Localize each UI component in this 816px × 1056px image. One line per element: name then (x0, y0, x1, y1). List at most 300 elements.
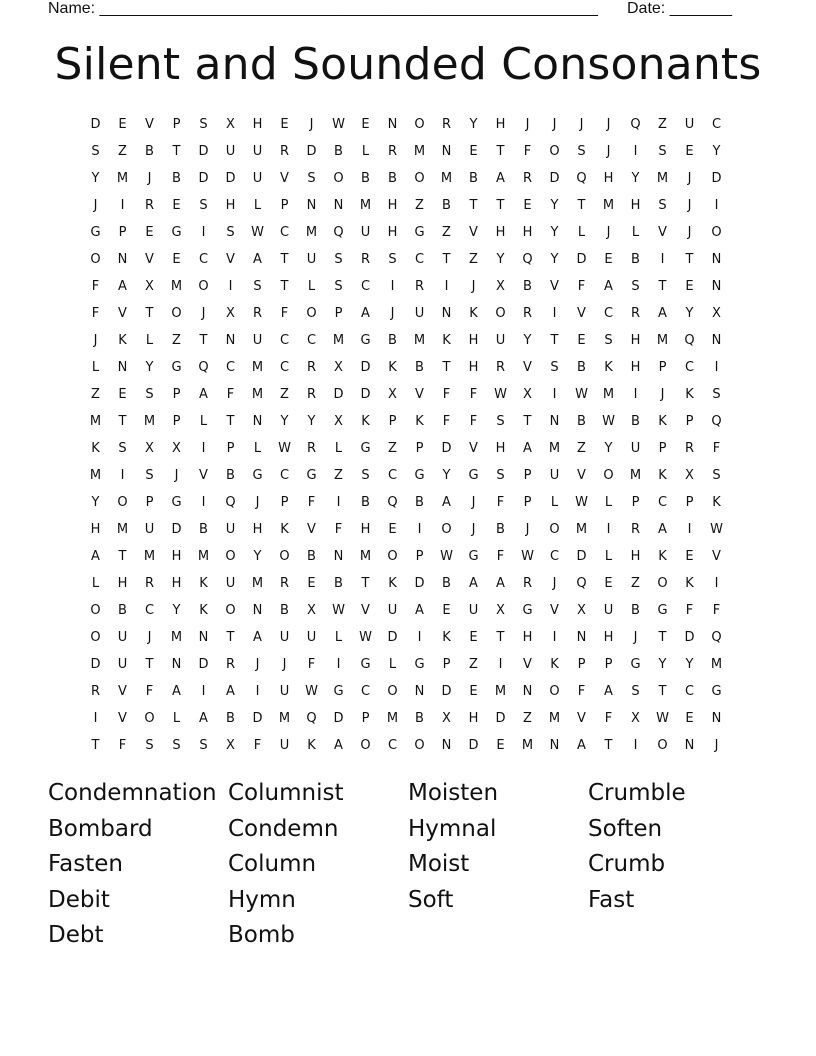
grid-letter[interactable]: R (630, 306, 641, 321)
grid-letter[interactable]: H (171, 549, 182, 564)
grid-letter[interactable]: D (360, 360, 371, 375)
grid-letter[interactable]: Z (469, 657, 478, 672)
grid-letter[interactable]: I (336, 657, 341, 672)
grid-letter[interactable]: P (415, 441, 424, 456)
grid-letter[interactable]: K (91, 441, 100, 456)
grid-letter[interactable]: H (252, 522, 263, 537)
grid-letter[interactable]: G (468, 549, 479, 564)
grid-letter[interactable]: K (685, 576, 694, 591)
grid-letter[interactable]: Z (388, 441, 397, 456)
grid-letter[interactable]: O (549, 144, 560, 159)
grid-letter[interactable]: C (279, 468, 290, 483)
grid-letter[interactable]: L (631, 225, 640, 240)
grid-letter[interactable]: U (468, 603, 479, 618)
grid-letter[interactable]: T (496, 144, 505, 159)
grid-letter[interactable]: E (523, 198, 532, 213)
grid-letter[interactable]: N (549, 738, 560, 753)
grid-letter[interactable]: B (280, 603, 289, 618)
grid-letter[interactable]: L (334, 441, 343, 456)
grid-letter[interactable]: H (630, 360, 641, 375)
grid-letter[interactable]: V (415, 387, 424, 402)
grid-letter[interactable]: I (120, 468, 125, 483)
grid-letter[interactable]: X (145, 279, 154, 294)
grid-letter[interactable]: F (496, 549, 505, 564)
grid-letter[interactable]: T (280, 252, 289, 267)
grid-letter[interactable]: S (496, 468, 505, 483)
grid-letter[interactable]: T (172, 144, 181, 159)
grid-letter[interactable]: V (658, 225, 667, 240)
grid-letter[interactable]: A (226, 684, 235, 699)
grid-letter[interactable]: U (144, 522, 155, 537)
grid-letter[interactable]: P (172, 414, 181, 429)
grid-letter[interactable]: H (225, 198, 236, 213)
grid-letter[interactable]: I (552, 387, 557, 402)
grid-letter[interactable]: B (334, 144, 343, 159)
grid-letter[interactable]: U (549, 468, 560, 483)
grid-letter[interactable]: I (255, 684, 260, 699)
grid-letter[interactable]: Y (469, 117, 478, 132)
grid-letter[interactable]: S (145, 738, 154, 753)
grid-letter[interactable]: J (660, 387, 665, 402)
grid-letter[interactable]: J (579, 117, 584, 132)
grid-letter[interactable]: U (360, 225, 371, 240)
grid-letter[interactable]: X (172, 441, 181, 456)
grid-letter[interactable]: T (145, 657, 154, 672)
grid-letter[interactable]: Y (280, 414, 289, 429)
grid-letter[interactable]: B (442, 198, 451, 213)
grid-letter[interactable]: L (604, 549, 613, 564)
grid-letter[interactable]: X (334, 414, 343, 429)
grid-letter[interactable]: C (225, 360, 236, 375)
grid-letter[interactable]: A (172, 684, 181, 699)
grid-letter[interactable]: U (630, 441, 641, 456)
grid-letter[interactable]: B (577, 360, 586, 375)
grid-letter[interactable]: E (118, 117, 127, 132)
grid-letter[interactable]: Y (631, 171, 640, 186)
grid-letter[interactable]: V (199, 468, 208, 483)
grid-letter[interactable]: Q (576, 171, 587, 186)
grid-letter[interactable]: M (656, 171, 669, 186)
grid-letter[interactable]: V (226, 252, 235, 267)
grid-letter[interactable]: U (225, 144, 236, 159)
grid-letter[interactable]: K (199, 576, 208, 591)
grid-letter[interactable]: P (118, 225, 127, 240)
grid-letter[interactable]: C (684, 684, 695, 699)
grid-letter[interactable]: I (201, 684, 206, 699)
grid-letter[interactable]: E (496, 738, 505, 753)
grid-letter[interactable]: D (684, 630, 695, 645)
grid-letter[interactable]: Y (172, 603, 181, 618)
grid-letter[interactable]: B (199, 522, 208, 537)
grid-letter[interactable]: S (334, 279, 343, 294)
grid-letter[interactable]: P (658, 360, 667, 375)
grid-letter[interactable]: L (550, 495, 559, 510)
grid-letter[interactable]: E (307, 576, 316, 591)
grid-letter[interactable]: E (604, 252, 613, 267)
grid-letter[interactable]: H (468, 333, 479, 348)
grid-letter[interactable]: Y (550, 198, 559, 213)
grid-letter[interactable]: S (631, 684, 640, 699)
grid-letter[interactable]: E (280, 117, 289, 132)
grid-letter[interactable]: V (523, 657, 532, 672)
grid-letter[interactable]: P (226, 441, 235, 456)
grid-letter[interactable]: J (471, 279, 476, 294)
grid-letter[interactable]: D (198, 144, 209, 159)
grid-letter[interactable]: O (603, 468, 614, 483)
grid-letter[interactable]: T (226, 414, 235, 429)
grid-letter[interactable]: U (225, 576, 236, 591)
grid-letter[interactable]: J (687, 171, 692, 186)
grid-letter[interactable]: M (197, 549, 210, 564)
grid-letter[interactable]: H (252, 117, 263, 132)
grid-letter[interactable]: V (361, 603, 370, 618)
grid-letter[interactable]: P (658, 441, 667, 456)
grid-letter[interactable]: W (278, 441, 291, 456)
grid-letter[interactable]: N (333, 198, 344, 213)
grid-letter[interactable]: B (361, 171, 370, 186)
grid-letter[interactable]: Y (442, 468, 451, 483)
grid-letter[interactable]: W (305, 684, 318, 699)
grid-letter[interactable]: C (198, 252, 209, 267)
grid-letter[interactable]: V (550, 603, 559, 618)
grid-letter[interactable]: O (333, 171, 344, 186)
grid-letter[interactable]: A (604, 684, 613, 699)
grid-letter[interactable]: U (279, 684, 290, 699)
grid-letter[interactable]: K (307, 738, 316, 753)
grid-letter[interactable]: A (415, 603, 424, 618)
grid-letter[interactable]: X (523, 387, 532, 402)
grid-letter[interactable]: D (90, 117, 101, 132)
grid-letter[interactable]: T (226, 630, 235, 645)
grid-letter[interactable]: G (360, 441, 371, 456)
grid-letter[interactable]: I (498, 657, 503, 672)
grid-letter[interactable]: L (307, 279, 316, 294)
grid-letter[interactable]: J (255, 657, 260, 672)
grid-letter[interactable]: W (251, 225, 264, 240)
grid-letter[interactable]: J (687, 198, 692, 213)
grid-letter[interactable]: L (253, 441, 262, 456)
grid-letter[interactable]: K (199, 603, 208, 618)
grid-letter[interactable]: T (496, 630, 505, 645)
grid-letter[interactable]: Q (576, 576, 587, 591)
grid-letter[interactable]: A (361, 306, 370, 321)
grid-letter[interactable]: P (577, 657, 586, 672)
grid-letter[interactable]: F (280, 306, 289, 321)
grid-letter[interactable]: A (658, 522, 667, 537)
grid-letter[interactable]: O (198, 279, 209, 294)
grid-letter[interactable]: X (631, 711, 640, 726)
grid-letter[interactable]: D (576, 549, 587, 564)
grid-letter[interactable]: Q (522, 252, 533, 267)
grid-letter[interactable]: C (144, 603, 155, 618)
grid-letter[interactable]: J (255, 495, 260, 510)
grid-letter[interactable]: Y (91, 495, 100, 510)
grid-letter[interactable]: T (361, 576, 370, 591)
grid-letter[interactable]: I (120, 198, 125, 213)
grid-letter[interactable]: B (631, 603, 640, 618)
grid-letter[interactable]: B (442, 576, 451, 591)
grid-letter[interactable]: P (631, 495, 640, 510)
grid-letter[interactable]: T (658, 279, 667, 294)
grid-letter[interactable]: B (334, 576, 343, 591)
grid-letter[interactable]: R (495, 360, 506, 375)
grid-letter[interactable]: J (606, 117, 611, 132)
grid-letter[interactable]: Y (604, 441, 613, 456)
grid-letter[interactable]: M (521, 738, 534, 753)
grid-letter[interactable]: J (93, 333, 98, 348)
grid-letter[interactable]: A (523, 441, 532, 456)
grid-letter[interactable]: Z (469, 252, 478, 267)
grid-letter[interactable]: I (390, 279, 395, 294)
grid-letter[interactable]: I (714, 198, 719, 213)
grid-letter[interactable]: Z (334, 468, 343, 483)
grid-letter[interactable]: D (711, 171, 722, 186)
grid-letter[interactable]: U (117, 657, 128, 672)
grid-letter[interactable]: J (201, 306, 206, 321)
grid-letter[interactable]: T (118, 414, 127, 429)
grid-letter[interactable]: Z (577, 441, 586, 456)
grid-letter[interactable]: P (685, 495, 694, 510)
grid-letter[interactable]: Q (387, 495, 398, 510)
grid-letter[interactable]: A (442, 495, 451, 510)
grid-letter[interactable]: N (198, 630, 209, 645)
grid-letter[interactable]: A (658, 306, 667, 321)
grid-letter[interactable]: S (388, 252, 397, 267)
grid-letter[interactable]: A (199, 387, 208, 402)
grid-letter[interactable]: Y (307, 414, 316, 429)
grid-letter[interactable]: O (225, 603, 236, 618)
grid-letter[interactable]: B (226, 711, 235, 726)
grid-letter[interactable]: U (225, 522, 236, 537)
grid-letter[interactable]: T (280, 279, 289, 294)
grid-letter[interactable]: F (118, 738, 127, 753)
grid-letter[interactable]: J (174, 468, 179, 483)
grid-letter[interactable]: I (201, 225, 206, 240)
grid-letter[interactable]: G (414, 468, 425, 483)
grid-letter[interactable]: I (633, 738, 638, 753)
grid-letter[interactable]: N (684, 738, 695, 753)
grid-letter[interactable]: G (468, 468, 479, 483)
grid-letter[interactable]: P (172, 117, 181, 132)
grid-letter[interactable]: K (658, 468, 667, 483)
grid-letter[interactable]: S (658, 198, 667, 213)
grid-letter[interactable]: L (91, 576, 100, 591)
grid-letter[interactable]: W (332, 603, 345, 618)
grid-letter[interactable]: N (414, 684, 425, 699)
grid-letter[interactable]: D (387, 630, 398, 645)
grid-letter[interactable]: H (387, 225, 398, 240)
grid-letter[interactable]: P (685, 414, 694, 429)
grid-letter[interactable]: H (468, 360, 479, 375)
grid-letter[interactable]: Q (711, 414, 722, 429)
grid-letter[interactable]: I (336, 495, 341, 510)
grid-letter[interactable]: Y (550, 252, 559, 267)
grid-letter[interactable]: M (440, 171, 453, 186)
grid-letter[interactable]: R (279, 576, 290, 591)
grid-letter[interactable]: O (90, 630, 101, 645)
grid-letter[interactable]: J (390, 306, 395, 321)
grid-letter[interactable]: S (118, 441, 127, 456)
grid-letter[interactable]: G (414, 657, 425, 672)
grid-letter[interactable]: B (388, 333, 397, 348)
grid-letter[interactable]: R (522, 576, 533, 591)
grid-letter[interactable]: H (630, 198, 641, 213)
grid-letter[interactable]: S (145, 387, 154, 402)
grid-letter[interactable]: N (711, 333, 722, 348)
grid-letter[interactable]: A (496, 576, 505, 591)
grid-letter[interactable]: T (658, 630, 667, 645)
grid-letter[interactable]: P (280, 198, 289, 213)
grid-letter[interactable]: G (333, 684, 344, 699)
name-field-line[interactable]: Name: ________________________________________________________ (48, 0, 598, 17)
grid-letter[interactable]: K (550, 657, 559, 672)
grid-letter[interactable]: N (333, 549, 344, 564)
grid-letter[interactable]: S (631, 279, 640, 294)
grid-letter[interactable]: T (469, 198, 478, 213)
grid-letter[interactable]: H (603, 171, 614, 186)
grid-letter[interactable]: H (360, 522, 371, 537)
grid-letter[interactable]: J (471, 495, 476, 510)
grid-letter[interactable]: E (685, 549, 694, 564)
grid-letter[interactable]: P (442, 657, 451, 672)
grid-letter[interactable]: A (118, 279, 127, 294)
grid-letter[interactable]: W (575, 495, 588, 510)
grid-letter[interactable]: C (711, 117, 722, 132)
grid-letter[interactable]: T (658, 684, 667, 699)
grid-letter[interactable]: P (334, 306, 343, 321)
grid-letter[interactable]: Y (496, 252, 505, 267)
grid-letter[interactable]: C (549, 549, 560, 564)
grid-letter[interactable]: E (388, 522, 397, 537)
grid-letter[interactable]: K (442, 333, 451, 348)
grid-letter[interactable]: B (577, 414, 586, 429)
grid-letter[interactable]: I (201, 495, 206, 510)
grid-letter[interactable]: Z (523, 711, 532, 726)
grid-letter[interactable]: O (306, 306, 317, 321)
grid-letter[interactable]: T (550, 333, 559, 348)
grid-letter[interactable]: O (171, 306, 182, 321)
grid-letter[interactable]: J (606, 225, 611, 240)
grid-letter[interactable]: O (414, 171, 425, 186)
grid-letter[interactable]: M (251, 360, 264, 375)
grid-letter[interactable]: I (417, 522, 422, 537)
grid-letter[interactable]: M (386, 711, 399, 726)
grid-letter[interactable]: Z (631, 576, 640, 591)
grid-letter[interactable]: D (171, 522, 182, 537)
grid-letter[interactable]: B (631, 252, 640, 267)
grid-letter[interactable]: B (415, 495, 424, 510)
grid-letter[interactable]: V (712, 549, 721, 564)
grid-letter[interactable]: E (172, 198, 181, 213)
grid-letter[interactable]: A (253, 252, 262, 267)
grid-letter[interactable]: M (89, 468, 102, 483)
grid-letter[interactable]: O (117, 495, 128, 510)
grid-letter[interactable]: V (469, 441, 478, 456)
grid-letter[interactable]: J (525, 117, 530, 132)
grid-letter[interactable]: H (90, 522, 101, 537)
grid-letter[interactable]: I (633, 144, 638, 159)
grid-letter[interactable]: L (388, 657, 397, 672)
grid-letter[interactable]: X (145, 441, 154, 456)
grid-letter[interactable]: C (279, 360, 290, 375)
grid-letter[interactable]: Q (684, 333, 695, 348)
grid-letter[interactable]: X (496, 603, 505, 618)
grid-letter[interactable]: S (199, 738, 208, 753)
grid-letter[interactable]: V (577, 468, 586, 483)
grid-letter[interactable]: B (361, 495, 370, 510)
grid-letter[interactable]: H (387, 198, 398, 213)
grid-letter[interactable]: F (469, 414, 478, 429)
grid-letter[interactable]: U (279, 630, 290, 645)
grid-letter[interactable]: O (549, 684, 560, 699)
grid-letter[interactable]: N (576, 630, 587, 645)
grid-letter[interactable]: S (604, 333, 613, 348)
grid-letter[interactable]: P (361, 711, 370, 726)
grid-letter[interactable]: V (550, 279, 559, 294)
grid-letter[interactable]: K (712, 495, 721, 510)
grid-letter[interactable]: U (117, 630, 128, 645)
grid-letter[interactable]: K (685, 387, 694, 402)
grid-letter[interactable]: A (469, 576, 478, 591)
grid-letter[interactable]: S (658, 144, 667, 159)
grid-letter[interactable]: N (387, 117, 398, 132)
grid-letter[interactable]: C (387, 468, 398, 483)
grid-letter[interactable]: B (496, 522, 505, 537)
grid-letter[interactable]: S (145, 468, 154, 483)
grid-letter[interactable]: F (91, 279, 100, 294)
grid-letter[interactable]: D (441, 684, 452, 699)
grid-letter[interactable]: J (687, 225, 692, 240)
grid-letter[interactable]: L (172, 711, 181, 726)
grid-letter[interactable]: G (252, 468, 263, 483)
grid-letter[interactable]: X (334, 360, 343, 375)
grid-letter[interactable]: E (685, 144, 694, 159)
grid-letter[interactable]: E (469, 630, 478, 645)
grid-letter[interactable]: R (252, 306, 263, 321)
grid-letter[interactable]: V (307, 522, 316, 537)
grid-letter[interactable]: A (334, 738, 343, 753)
grid-letter[interactable]: N (711, 711, 722, 726)
grid-letter[interactable]: N (441, 306, 452, 321)
grid-letter[interactable]: O (144, 711, 155, 726)
grid-letter[interactable]: N (711, 252, 722, 267)
grid-letter[interactable]: Z (91, 387, 100, 402)
grid-letter[interactable]: V (469, 225, 478, 240)
grid-letter[interactable]: O (414, 117, 425, 132)
grid-letter[interactable]: K (658, 414, 667, 429)
grid-letter[interactable]: B (145, 144, 154, 159)
grid-letter[interactable]: Y (712, 144, 721, 159)
grid-letter[interactable]: X (577, 603, 586, 618)
grid-letter[interactable]: X (685, 468, 694, 483)
grid-letter[interactable]: E (685, 711, 694, 726)
grid-letter[interactable]: V (577, 711, 586, 726)
grid-letter[interactable]: F (442, 414, 451, 429)
grid-letter[interactable]: K (280, 522, 289, 537)
grid-letter[interactable]: Q (198, 360, 209, 375)
grid-letter[interactable]: X (226, 117, 235, 132)
grid-letter[interactable]: O (414, 738, 425, 753)
grid-letter[interactable]: A (496, 171, 505, 186)
grid-letter[interactable]: D (414, 576, 425, 591)
grid-letter[interactable]: R (306, 360, 317, 375)
grid-letter[interactable]: N (522, 684, 533, 699)
grid-letter[interactable]: B (307, 549, 316, 564)
grid-letter[interactable]: K (388, 360, 397, 375)
grid-letter[interactable]: L (253, 198, 262, 213)
date-field-line[interactable]: Date: _______ (627, 0, 732, 17)
grid-letter[interactable]: M (359, 549, 372, 564)
